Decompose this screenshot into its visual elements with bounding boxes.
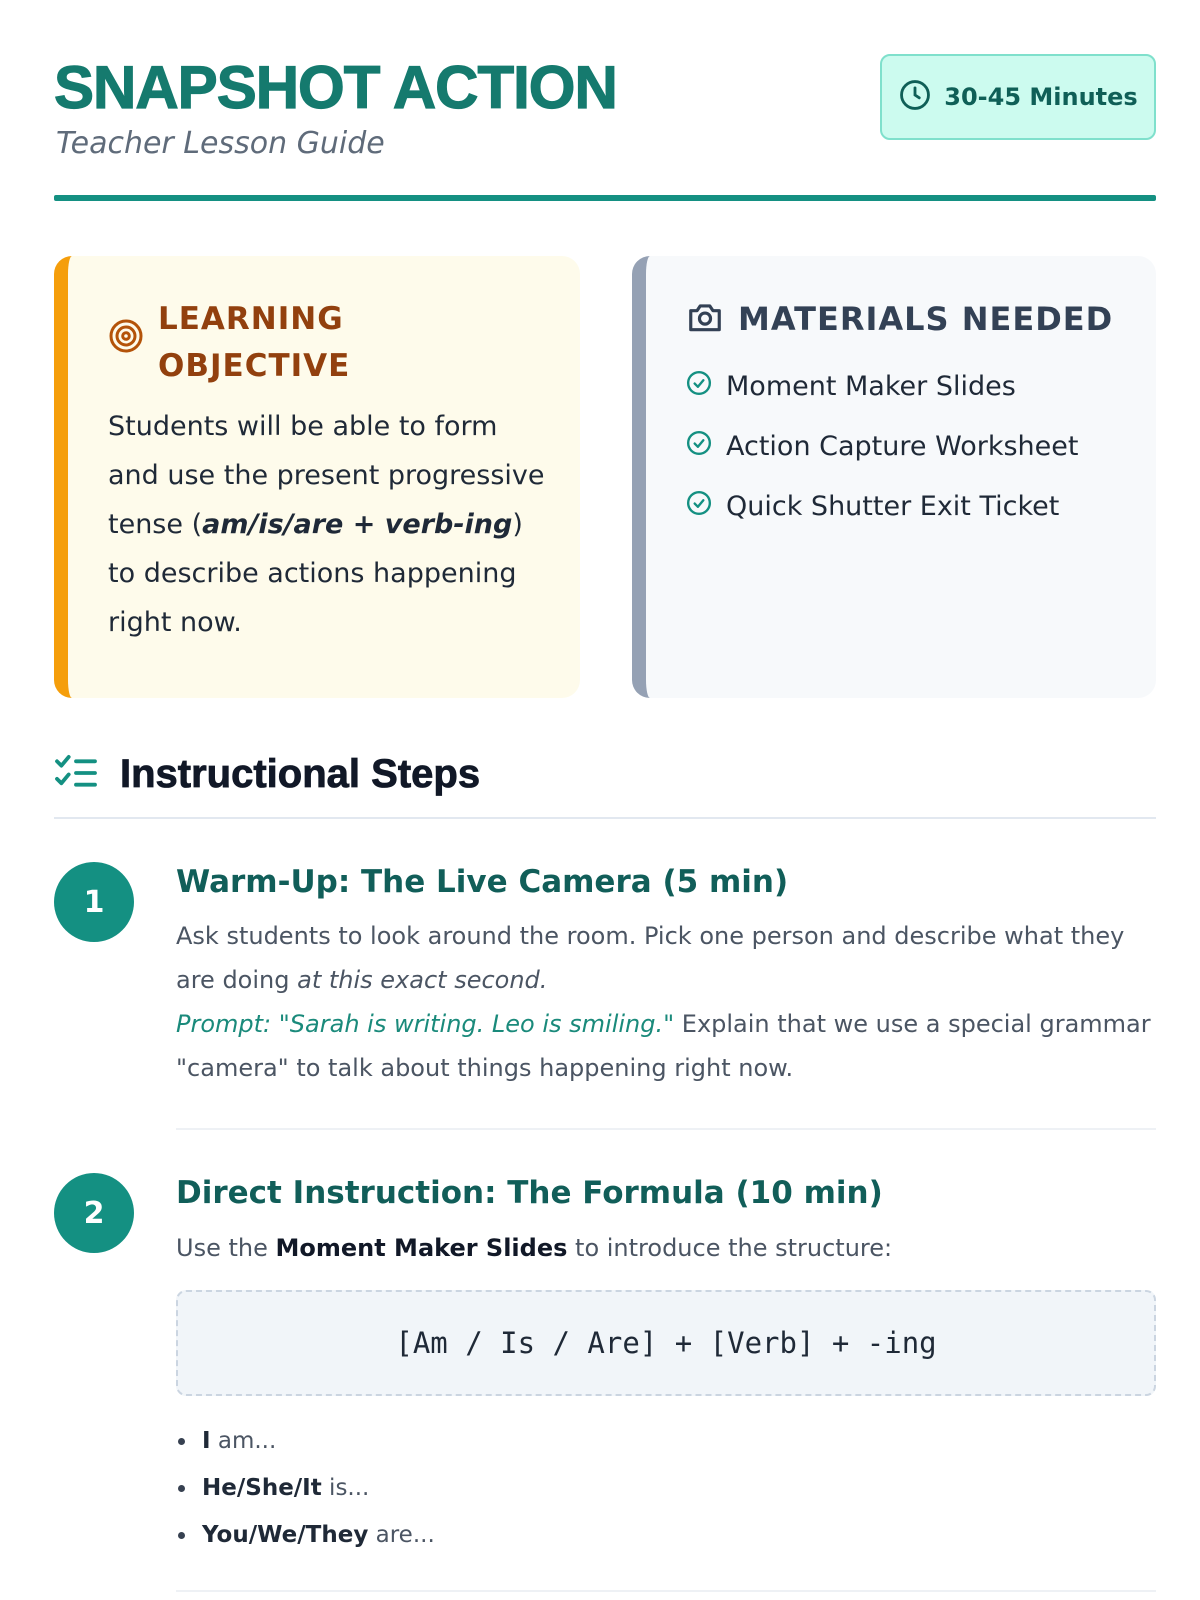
step-divider [176, 1590, 1156, 1592]
objective-title-line1: LEARNING [158, 301, 344, 337]
step-number-badge: 2 [54, 1173, 134, 1253]
page-title: SNAPSHOT ACTION [54, 54, 617, 121]
materials-title: MATERIALS NEEDED [738, 300, 1114, 338]
formula-box: [Am / Is / Are] + [Verb] + -ing [176, 1290, 1156, 1396]
duration-text: 30-45 Minutes [944, 83, 1138, 111]
list-item [686, 476, 1078, 536]
check-circle-icon [686, 430, 712, 463]
material-item-label: Quick Shutter Exit Ticket [726, 490, 1060, 522]
material-item-label: Action Capture Worksheet [726, 430, 1079, 462]
material-item-label: Moment Maker Slides [726, 370, 1016, 402]
list-item: You/We/They are... [176, 1512, 435, 1559]
clock-icon [898, 78, 932, 116]
step-title: Direct Instruction: The Formula (10 min) [176, 1175, 883, 1211]
materials-list [686, 356, 1078, 536]
objective-heading [108, 296, 438, 390]
conjugation-list [176, 1418, 435, 1559]
check-circle-icon [686, 490, 712, 523]
section-divider [54, 817, 1156, 819]
check-circle-icon [686, 370, 712, 403]
objective-title-line2: OBJECTIVE [158, 348, 351, 384]
page-subtitle: Teacher Lesson Guide [56, 126, 385, 161]
list-item [686, 416, 1078, 476]
instructional-steps-heading [54, 752, 480, 797]
materials-heading [686, 298, 1113, 340]
objective-text: Students will be able to form and use the present progressive tense (am/is/are + verb-ing) to describe actions happening right now. [108, 411, 545, 638]
materials-card [632, 256, 1156, 698]
step-divider [176, 1128, 1156, 1130]
section-title: Instructional Steps [120, 752, 481, 796]
checklist-icon [54, 754, 98, 796]
step-title: Warm-Up: The Live Camera (5 min) [176, 864, 789, 900]
step-description: Use the Moment Maker Slides to introduce the structure: [176, 1234, 893, 1262]
objective-title [158, 296, 438, 390]
step-description: Ask students to look around the room. Pick one person and describe what they are doing at this exact second. Prompt: "Sarah is writing. Leo is smiling." Explain that we use a special grammar "camera" to talk about things happening right now. [176, 922, 1151, 1082]
list-item [686, 356, 1078, 416]
step-number-badge: 1 [54, 862, 134, 942]
list-item: He/She/It is... [176, 1465, 435, 1512]
header-divider [54, 195, 1156, 201]
duration-badge [880, 54, 1156, 140]
camera-icon [686, 298, 724, 340]
page-header [54, 50, 1156, 200]
target-icon [108, 296, 144, 358]
list-item: I am... [176, 1418, 435, 1465]
learning-objective-card [54, 256, 580, 698]
objective-formula: am/is/are + verb-ing [202, 509, 513, 540]
example-prompt: Prompt: "Sarah is writing. Leo is smiling." [176, 1010, 675, 1038]
